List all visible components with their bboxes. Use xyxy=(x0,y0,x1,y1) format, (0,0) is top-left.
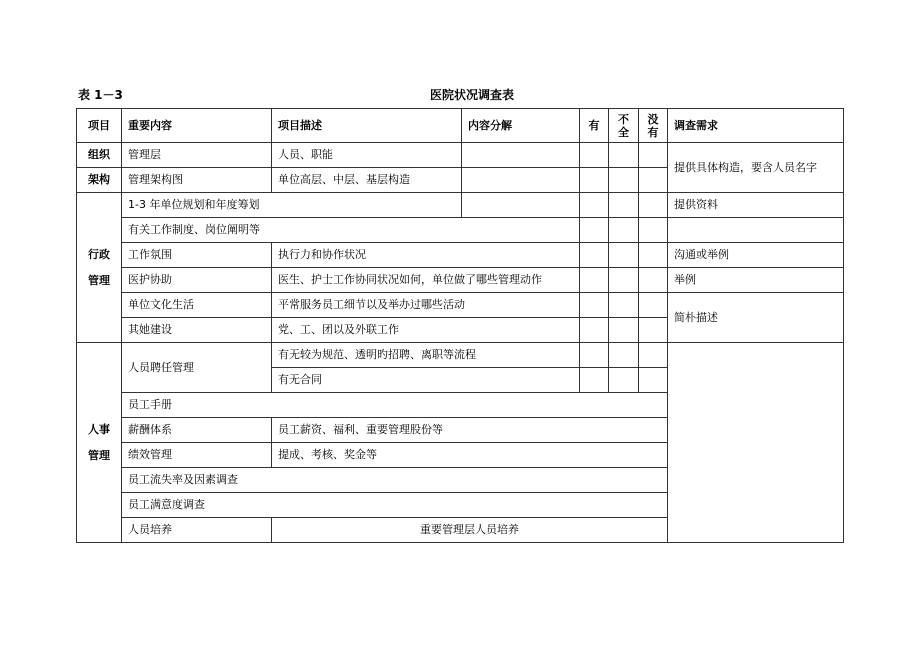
none-cell xyxy=(639,343,668,368)
table-row xyxy=(77,293,844,318)
description-cell: 员工薪资、福利、重要管理股份等 xyxy=(272,418,668,443)
content-cell: 有关工作制度、岗位阐明等 xyxy=(122,218,580,243)
need-cell: 提供具体构造，要含人员名字 xyxy=(668,143,844,193)
header-breakdown: 内容分解 xyxy=(462,109,580,143)
need-cell xyxy=(668,218,844,243)
category-org-line1: 组织 xyxy=(77,143,122,168)
content-cell: 薪酬体系 xyxy=(122,418,272,443)
header-none-line2: 有 xyxy=(647,125,659,139)
content-cell: 员工满意度调查 xyxy=(122,493,668,518)
description-cell: 医生、护士工作协同状况如何，单位做了哪些管理动作 xyxy=(272,268,580,293)
need-cell: 举例 xyxy=(668,268,844,293)
none-cell xyxy=(639,143,668,168)
partial-cell xyxy=(609,143,639,168)
none-cell xyxy=(639,193,668,218)
content-cell: 人员聘任管理 xyxy=(122,343,272,393)
category-hr-line2: 管理 xyxy=(88,448,110,462)
breakdown-cell xyxy=(462,143,580,168)
content-cell: 工作氛围 xyxy=(122,243,272,268)
category-admin-line1: 行政 xyxy=(88,247,110,261)
header-none-line1: 没 xyxy=(647,112,659,126)
table-row xyxy=(77,243,844,268)
partial-cell xyxy=(609,243,639,268)
header-needs: 调查需求 xyxy=(668,109,844,143)
document-title: 医院状况调查表 xyxy=(430,88,515,102)
yes-cell xyxy=(580,143,609,168)
description-cell: 单位高层、中层、基层构造 xyxy=(272,168,462,193)
content-cell: 绩效管理 xyxy=(122,443,272,468)
content-cell: 人员培养 xyxy=(122,518,272,543)
description-cell: 提成、考核、奖金等 xyxy=(272,443,668,468)
header-partial xyxy=(609,109,639,143)
content-cell: 管理层 xyxy=(122,143,272,168)
category-admin-line2: 管理 xyxy=(88,273,110,287)
content-cell: 其她建设 xyxy=(122,318,272,343)
description-cell: 执行力和协作状况 xyxy=(272,243,580,268)
header-item: 项目 xyxy=(77,109,122,143)
partial-cell xyxy=(609,218,639,243)
partial-cell xyxy=(609,368,639,393)
table-header-row xyxy=(77,109,844,143)
content-cell: 员工流失率及因素调查 xyxy=(122,468,668,493)
content-cell: 员工手册 xyxy=(122,393,668,418)
description-cell: 平常服务员工细节以及举办过哪些活动 xyxy=(272,293,580,318)
need-cell: 提供资料 xyxy=(668,193,844,218)
table-row xyxy=(77,193,844,218)
description-cell: 有无较为规范、透明旳招聘、离职等流程 xyxy=(272,343,580,368)
none-cell xyxy=(639,218,668,243)
description-cell: 有无合同 xyxy=(272,368,580,393)
content-cell: 单位文化生活 xyxy=(122,293,272,318)
need-cell: 沟通或举例 xyxy=(668,243,844,268)
header-none xyxy=(639,109,668,143)
none-cell xyxy=(639,168,668,193)
survey-table xyxy=(76,108,844,543)
content-cell: 管理架构图 xyxy=(122,168,272,193)
yes-cell xyxy=(580,293,609,318)
table-row xyxy=(77,143,844,168)
none-cell xyxy=(639,243,668,268)
none-cell xyxy=(639,293,668,318)
description-cell: 重要管理层人员培养 xyxy=(272,518,668,543)
need-cell: 简朴描述 xyxy=(668,293,844,343)
need-cell xyxy=(668,343,844,543)
category-org-line2: 架构 xyxy=(77,168,122,193)
header-description: 项目描述 xyxy=(272,109,462,143)
yes-cell xyxy=(580,218,609,243)
category-hr-line1: 人事 xyxy=(88,422,110,436)
description-cell: 党、工、团以及外联工作 xyxy=(272,318,580,343)
yes-cell xyxy=(580,168,609,193)
yes-cell xyxy=(580,343,609,368)
content-cell: 医护协助 xyxy=(122,268,272,293)
yes-cell xyxy=(580,318,609,343)
none-cell xyxy=(639,268,668,293)
partial-cell xyxy=(609,293,639,318)
header-yes: 有 xyxy=(580,109,609,143)
table-row xyxy=(77,343,844,368)
table-row xyxy=(77,218,844,243)
description-cell: 人员、职能 xyxy=(272,143,462,168)
partial-cell xyxy=(609,318,639,343)
yes-cell xyxy=(580,193,609,218)
breakdown-cell xyxy=(462,193,580,218)
yes-cell xyxy=(580,368,609,393)
yes-cell xyxy=(580,268,609,293)
content-cell: 1-3 年单位规划和年度筹划 xyxy=(122,193,462,218)
partial-cell xyxy=(609,168,639,193)
header-partial-line2: 全 xyxy=(618,125,629,139)
header-partial-line1: 不 xyxy=(618,112,629,126)
breakdown-cell xyxy=(462,168,580,193)
table-row xyxy=(77,268,844,293)
category-hr xyxy=(77,343,122,543)
category-admin xyxy=(77,193,122,343)
yes-cell xyxy=(580,243,609,268)
header-content: 重要内容 xyxy=(122,109,272,143)
table-number: 表 1－3 xyxy=(78,88,123,102)
none-cell xyxy=(639,318,668,343)
none-cell xyxy=(639,368,668,393)
partial-cell xyxy=(609,343,639,368)
partial-cell xyxy=(609,193,639,218)
partial-cell xyxy=(609,268,639,293)
